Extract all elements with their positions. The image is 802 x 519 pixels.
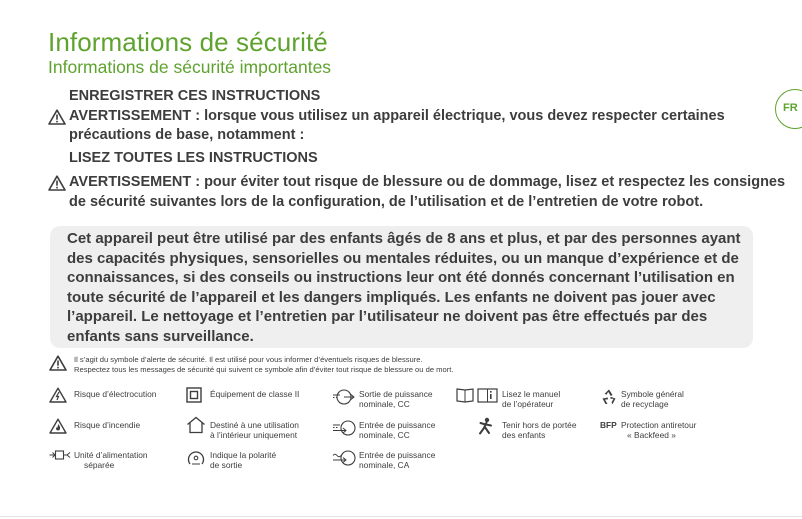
warning-2-line-1: AVERTISSEMENT : pour éviter tout risque de blessure ou de dommage, lisez et respectez les consignes — [69, 174, 786, 190]
symbol-label-line: Protection antiretour — [621, 420, 697, 430]
safety-alert-note — [74, 355, 453, 375]
symbol-manual-label — [502, 389, 560, 409]
warning-1-line-2: précautions de base, notamment : — [69, 127, 305, 143]
symbol-label-line: de l’opérateur — [502, 399, 554, 409]
safety-alert-note-line: Respectez tous les messages de sécurité qui suivent ce symbole afin d’éviter tout risque de blessure ou de mort. — [74, 365, 454, 374]
keep-away-children-icon — [477, 417, 495, 435]
safety-alert-note-line: Il s’agit du symbole d’alerte de sécurité. Il est utilisé pour vous informer d’éventuels risques de blessure. — [74, 355, 423, 364]
symbol-label-line: Entrée de puissance — [359, 450, 436, 460]
symbol-ac-in-label — [359, 450, 435, 470]
warning-icon — [48, 175, 66, 191]
warning-icon — [48, 109, 66, 125]
symbol-label-line: nominale, CC — [359, 399, 410, 409]
symbol-class2-label — [210, 389, 299, 399]
read-all-instructions-heading: LISEZ TOUTES LES INSTRUCTIONS — [69, 150, 318, 166]
polarity-icon — [186, 448, 206, 468]
symbol-label-line: nominale, CA — [359, 460, 410, 470]
symbol-label-line: à l’intérieur uniquement — [210, 430, 298, 440]
children-notice-text — [67, 229, 747, 347]
symbol-label-line: Symbole général — [621, 389, 684, 399]
page-bottom-divider — [0, 516, 802, 517]
symbol-indoor-label — [210, 420, 299, 440]
symbol-label-line: Destiné à une utilisation — [210, 420, 299, 430]
symbol-label-line: Équipement de classe II — [210, 389, 300, 399]
symbol-label-line: Indique la polarité — [210, 450, 277, 460]
notice-line: l’appareil. Le nettoyage et l’entretien par l’utilisateur ne doivent pas être effectués par des — [67, 308, 708, 326]
symbol-label-line: de sortie — [210, 460, 243, 470]
dc-output-icon — [332, 388, 356, 406]
symbol-label-line: des enfants — [502, 430, 546, 440]
symbol-label-line: nominale, CC — [359, 430, 410, 440]
symbol-label-line: Sortie de puissance — [359, 389, 433, 399]
notice-line: toute sécurité de l’appareil et les dangers impliqués. Les enfants ne doivent pas jouer avec — [67, 288, 716, 306]
bfp-code: BFP — [600, 420, 617, 430]
manual-icon — [456, 387, 498, 403]
symbol-label-line: Entrée de puissance — [359, 420, 436, 430]
class-ii-icon — [186, 387, 202, 403]
symbol-psu-label — [74, 450, 148, 470]
symbol-dc-out-label — [359, 389, 433, 409]
symbol-label-line: « Backfeed » — [627, 430, 676, 440]
symbol-bfp-label — [621, 420, 696, 440]
notice-line: connaissances, si des conseils ou instructions leur ont été donnés concernant l’utilisation en — [67, 269, 735, 287]
symbol-recycle-label — [621, 389, 684, 409]
fire-risk-icon — [49, 418, 67, 434]
symbol-label-line: Tenir hors de portée — [502, 420, 577, 430]
symbol-shock-label — [74, 389, 156, 399]
symbol-label-line: Unité d’alimentation — [74, 450, 148, 460]
symbol-label-line: Risque d’électrocution — [74, 389, 157, 399]
separate-psu-icon — [49, 449, 71, 461]
symbol-label-line: Lisez le manuel — [502, 389, 561, 399]
notice-line: des capacités physiques, sensorielles ou mentales réduites, ou un manque d’expérience et de — [67, 249, 739, 267]
dc-input-icon — [332, 419, 356, 437]
indoor-use-icon — [186, 416, 206, 434]
warning-1-line-1: AVERTISSEMENT : lorsque vous utilisez un appareil électrique, vous devez respecter certaines — [69, 108, 725, 124]
warning-2-line-2: de sécurité suivantes lors de la configuration, de l’utilisation et de l’entretien de votre robot. — [69, 194, 704, 210]
symbol-fire-label — [74, 420, 140, 430]
symbol-children-label — [502, 420, 577, 440]
electric-shock-icon — [49, 387, 67, 403]
page-subtitle: Informations de sécurité importantes — [48, 57, 332, 77]
page-title: Informations de sécurité — [48, 27, 328, 57]
ac-input-icon — [332, 449, 356, 467]
symbol-polarity-label — [210, 450, 276, 470]
symbol-label-line: Risque d’incendie — [74, 420, 141, 430]
notice-line: enfants sans surveillance. — [67, 327, 254, 345]
symbol-label-line: séparée — [84, 460, 115, 470]
safety-alert-icon — [49, 355, 67, 371]
language-tab[interactable] — [775, 89, 802, 129]
symbol-dc-in-label — [359, 420, 435, 440]
language-tab-label: FR — [783, 102, 798, 114]
notice-line: Cet appareil peut être utilisé par des enfants âgés de 8 ans et plus, et par des personnes ayant — [67, 230, 741, 247]
recycle-icon — [600, 388, 618, 406]
symbol-label-line: de recyclage — [621, 399, 669, 409]
save-instructions-heading: ENREGISTRER CES INSTRUCTIONS — [69, 88, 321, 104]
